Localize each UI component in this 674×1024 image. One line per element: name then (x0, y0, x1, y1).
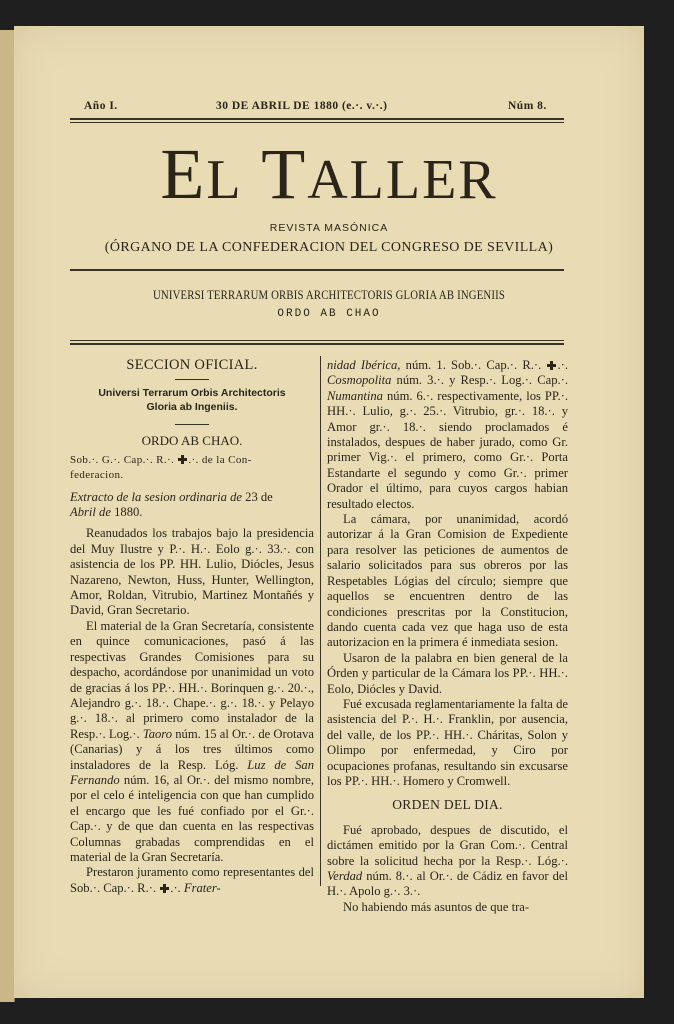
subtitle: REVISTA MASÓNICA (269, 222, 389, 234)
cross-ornament-icon (178, 455, 187, 464)
section-title-oficial: SECCION OFICIAL. (126, 357, 258, 373)
paragraph-juramento: Prestaron juramento como representantes del Sob.·. Cap.·. R.·. .·. Frater- (70, 865, 314, 895)
short-rule-2 (175, 424, 209, 425)
short-rule (175, 379, 209, 380)
ordo-line: ORDO AB CHAO (277, 308, 381, 320)
adjacent-page-edge (0, 30, 15, 1002)
paragraph-asuntos: No habiendo más asuntos de que tra- (343, 899, 530, 914)
paragraph-aprobado: Fué aprobado, despues de discutido, el dictámen emitido por la Gran Com.·. Central sobre la solicitud hecha por la Resp.·. Lóg.·. Verdad núm. 8.·. al Or.·. de Cádiz en favor del H.·. Apolo g.·. 3.·. (327, 822, 568, 899)
newspaper-title: EL TALLER (160, 134, 498, 214)
invocation-line-1: Universi Terrarum Orbis Architectoris (98, 387, 286, 400)
section-rule-top (70, 340, 564, 341)
header-rule-bottom (70, 122, 564, 123)
paragraph-fraternidad: nidad Ibérica, núm. 1. Sob.·. Cap.·. R.·. .·. Cosmopolita núm. 3.·. y Resp.·. Log.·. Cap.·. Numantina núm. 6.·. respectivamente, los PP.·. HH.·. Lulio, g.·. 25.·. Vitrubio, gr.·. 18.·. y Amor gr.·. 18.·. siendo proclamados é instalados, despues de haber jurado, como Gr. primer Vig.·. el primero, como Gr.·. Porta Estandarte el segundo y como Gr.·. primer Orador el último, para cuyos cargos habian resultado electos. (327, 358, 568, 511)
section-title-orden: ORDEN DEL DIA. (392, 797, 503, 813)
paragraph-usaron: Usaron de la palabra en bien general de la Órden y particular de la Cámara los PP.·. HH.·. Eolo, Diócles y David. (327, 650, 568, 696)
header-rule-top (70, 118, 564, 120)
column-divider (320, 356, 321, 886)
organ-line: (ÓRGANO DE LA CONFEDERACION DEL CONGRESO DE SEVILLA) (104, 240, 554, 255)
masthead-rule (70, 269, 564, 271)
lodge-line-2: federacion. (70, 469, 124, 482)
issue-date: 30 DE ABRIL DE 1880 (e.·. v.·.) (216, 100, 388, 112)
paragraph-excusada: Fué excusada reglamentariamente la falta de asistencia del P.·. H.·. Franklin, por ausencia, del valle, de los PP.·. HH.·. Cháritas, Solon y Olimpo por enfermedad, y Ciro por ocupaciones profanas, resultando sin excusarse los PP.·. HH.·. Homero y Cromwell. (327, 696, 568, 788)
left-column (70, 358, 314, 896)
ordo-heading: ORDO AB CHAO. (141, 433, 243, 449)
motto-line: UNIVERSI TERRARUM ORBIS ARCHITECTORIS GLORIA AB INGENIIS (152, 288, 506, 302)
paragraph-material: El material de la Gran Secretaría, consistente en quince comunicaciones, pasó á las respectivas Grandes Comisiones para su despacho, acordándose por unanimidad un voto de gracias á los PP.·. HH.·. Borinquen g.·. 20.·., Alejandro g.·. 18.·. Chape.·. g.·. 18.·. y Pelayo g.·. 18.·. al primero como instalador de la Resp.·. Log.·. Taoro núm. 15 al Or.·. de Orotava (Canarias) y á los tres últimos como instaladores de la Resp. Lóg. Luz de San Fernando núm. 16, al Or.·. del mismo nombre, por el celo é inteligencia con que han cumplido el encargo que les fué confiado por el Gr.·. Cap.·. y de que dan cuenta en las respectivas Columnas grabadas comprendidas en el material de la Gran Secretaría. (70, 618, 314, 864)
year-label: Año I. (84, 100, 118, 112)
cross-ornament-icon (160, 884, 169, 893)
paragraph-camara: La cámara, por unanimidad, acordó autorizar á la Gran Comision de Expediente para resolver las peticiones de aumentos de salario solicitados para sus obreros por las Respetables Lógias del círculo; siempre que aquellos se encuentren dentro de las condiciones prescritas por la Constitucion, dando cuenta cada vez que haga uso de esta autorizacion en la primera é inmediata sesion. (327, 512, 568, 650)
invocation-line-2: Gloria ab Ingeniis. (146, 401, 238, 414)
right-column (327, 358, 568, 915)
issue-number: Núm 8. (508, 100, 547, 112)
newspaper-page (14, 26, 644, 998)
section-rule-bottom (70, 343, 564, 345)
cross-ornament-icon (547, 361, 556, 370)
extract-line: Extracto de la sesion ordinaria de 23 de Abril de 1880. (70, 489, 273, 520)
paragraph-reanudados: Reanudados los trabajos bajo la presidencia del Muy Ilustre y P.·. H.·. Eolo g.·. 33.·. con asistencia de los PP. HH. Lulio, Diócles, Jesus Nazareno, Newton, Huss, Hunter, Wellington, Amor, Roldan, Vitrubio, Martinez Montañés y David, Gran Secretario. (70, 526, 314, 618)
lodge-line: Sob.·. G.·. Cap.·. R.·. .·. de la Con- (70, 453, 252, 466)
